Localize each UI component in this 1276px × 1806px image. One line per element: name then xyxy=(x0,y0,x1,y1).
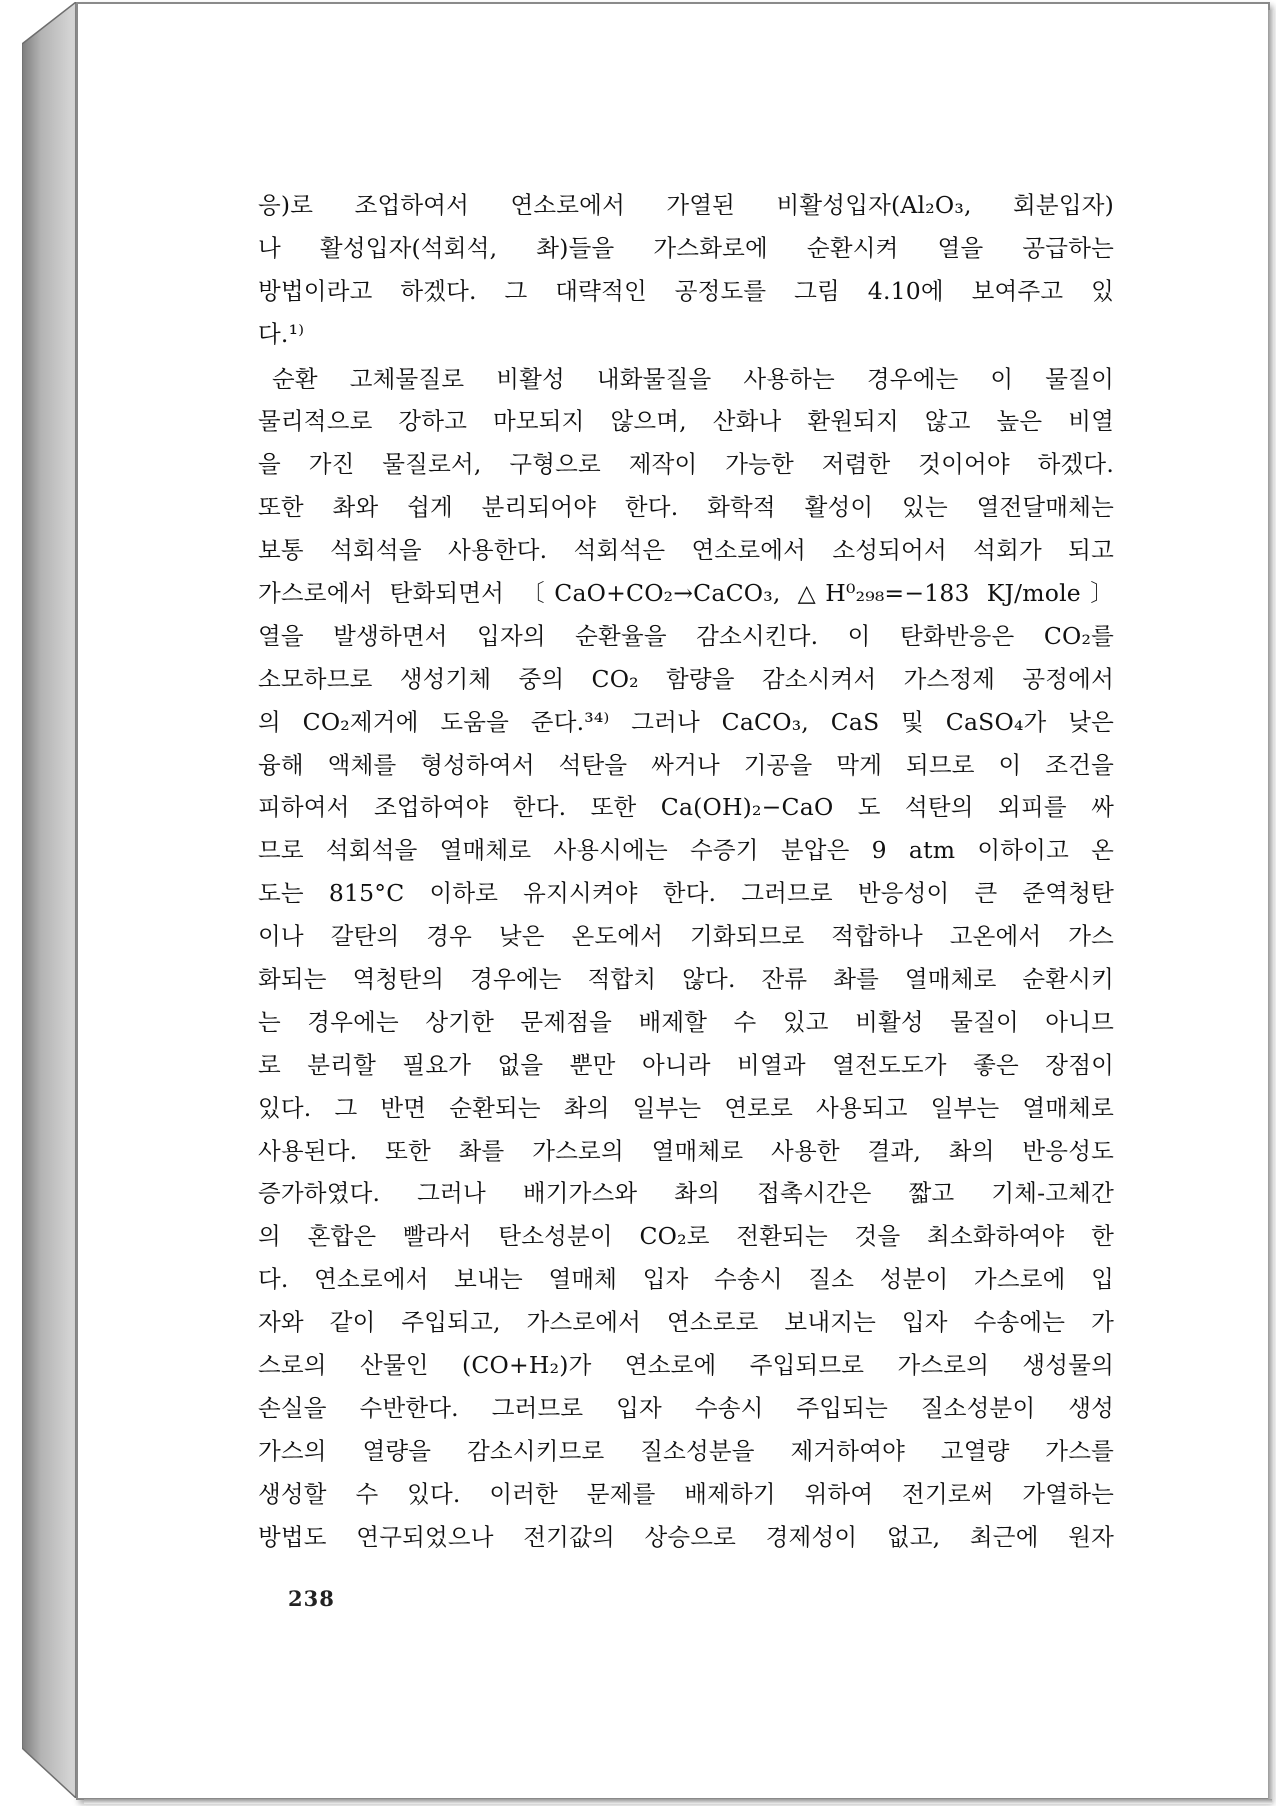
text-line: 다. 연소로에서 보내는 열매체 입자 수송시 질소 성분이 가스로에 입 xyxy=(258,1265,1114,1294)
text-line: 응)로 조업하여서 연소로에서 가열된 비활성입자(Al₂O₃, 회분입자) xyxy=(258,191,1114,219)
text-line: 이나 갈탄의 경우 낮은 온도에서 기화되므로 적합하나 고온에서 가스 xyxy=(258,922,1114,951)
body-text xyxy=(258,184,1114,1559)
text-line: 물리적으로 강하고 마모되지 않으며, 산화나 환원되지 않고 높은 비열 xyxy=(258,407,1114,436)
text-line: 자와 같이 주입되고, 가스로에서 연소로로 보내지는 입자 수송에는 가 xyxy=(258,1308,1114,1337)
text-line: 순환 고체물질로 비활성 내화물질을 사용하는 경우에는 이 물질이 xyxy=(272,364,1114,393)
text-line: 므로 석회석을 열매체로 사용시에는 수증기 분압은 9 atm 이하이고 온 xyxy=(258,836,1114,865)
text-line: 스로의 산물인 (CO+H₂)가 연소로에 주입되므로 가스로의 생성물의 xyxy=(258,1351,1114,1380)
text-line: 방법도 연구되었으나 전기값의 상승으로 경제성이 없고, 최근에 원자 xyxy=(258,1522,1114,1551)
paragraph-1 xyxy=(258,184,1114,356)
text-line: 손실을 수반한다. 그러므로 입자 수송시 주입되는 질소성분이 생성 xyxy=(258,1393,1114,1422)
text-line: 증가하였다. 그러나 배기가스와 촤의 접촉시간은 짧고 기체-고체간 xyxy=(258,1179,1114,1208)
text-line: 방법이라고 하겠다. 그 대략적인 공정도를 그림 4.10에 보여주고 있 xyxy=(258,276,1114,305)
text-line: 의 CO₂제거에 도움을 준다.³⁴⁾ 그러나 CaCO₃, CaS 및 CaSO₄가 낮은 xyxy=(258,707,1114,736)
text-line: 의 혼합은 빨라서 탄소성분이 CO₂로 전환되는 것을 최소화하여야 한 xyxy=(258,1222,1114,1251)
page-edge-shadow xyxy=(1268,10,1274,1802)
page-number: 238 xyxy=(288,1586,335,1611)
text-line: 도는 815°C 이하로 유지시켜야 한다. 그러므로 반응성이 큰 준역청탄 xyxy=(258,879,1114,908)
text-line: 나 활성입자(석회석, 촤)들을 가스화로에 순환시켜 열을 공급하는 xyxy=(258,233,1114,262)
book-spine xyxy=(22,2,78,1798)
text-line: 화되는 역청탄의 경우에는 적합치 않다. 잔류 촤를 열매체로 순환시키 xyxy=(258,965,1114,994)
paragraph-2 xyxy=(258,358,1114,1559)
text-line: 피하여서 조업하여야 한다. 또한 Ca(OH)₂−CaO 도 석탄의 외피를 싸 xyxy=(258,793,1114,822)
page-bottom-shadow xyxy=(84,1799,1272,1804)
text-line: 을 가진 물질로서, 구형으로 제작이 가능한 저렴한 것이어야 하겠다. xyxy=(258,450,1114,479)
text-line: 는 경우에는 상기한 문제점을 배제할 수 있고 비활성 물질이 아니므 xyxy=(258,1007,1114,1036)
text-line: 가스의 열량을 감소시키므로 질소성분을 제거하여야 고열량 가스를 xyxy=(258,1436,1114,1465)
text-line: 또한 촤와 쉽게 분리되어야 한다. 화학적 활성이 있는 열전달매체는 xyxy=(258,493,1114,522)
text-line: 보통 석회석을 사용한다. 석회석은 연소로에서 소성되어서 석회가 되고 xyxy=(258,536,1114,565)
text-line: 융해 액체를 형성하여서 석탄을 싸거나 기공을 막게 되므로 이 조건을 xyxy=(258,750,1114,779)
text-line: 있다. 그 반면 순환되는 촤의 일부는 연로로 사용되고 일부는 열매체로 xyxy=(258,1093,1114,1122)
text-line: 가스로에서 탄화되면서 〔CaO+CO₂→CaCO₃, △H⁰₂₉₈=−183 KJ/mole〕 xyxy=(258,579,1114,608)
text-line: 로 분리할 필요가 없을 뿐만 아니라 비열과 열전도도가 좋은 장점이 xyxy=(258,1050,1114,1079)
text-line: 소모하므로 생성기체 중의 CO₂ 함량을 감소시켜서 가스정제 공정에서 xyxy=(258,664,1114,693)
text-line: 생성할 수 있다. 이러한 문제를 배제하기 위하여 전기로써 가열하는 xyxy=(258,1479,1114,1508)
text-line: 열을 발생하면서 입자의 순환율을 감소시킨다. 이 탄화반응은 CO₂를 xyxy=(258,621,1114,650)
text-line: 사용된다. 또한 촤를 가스로의 열매체로 사용한 결과, 촤의 반응성도 xyxy=(258,1136,1114,1165)
text-line: 다.¹⁾ xyxy=(258,319,305,348)
